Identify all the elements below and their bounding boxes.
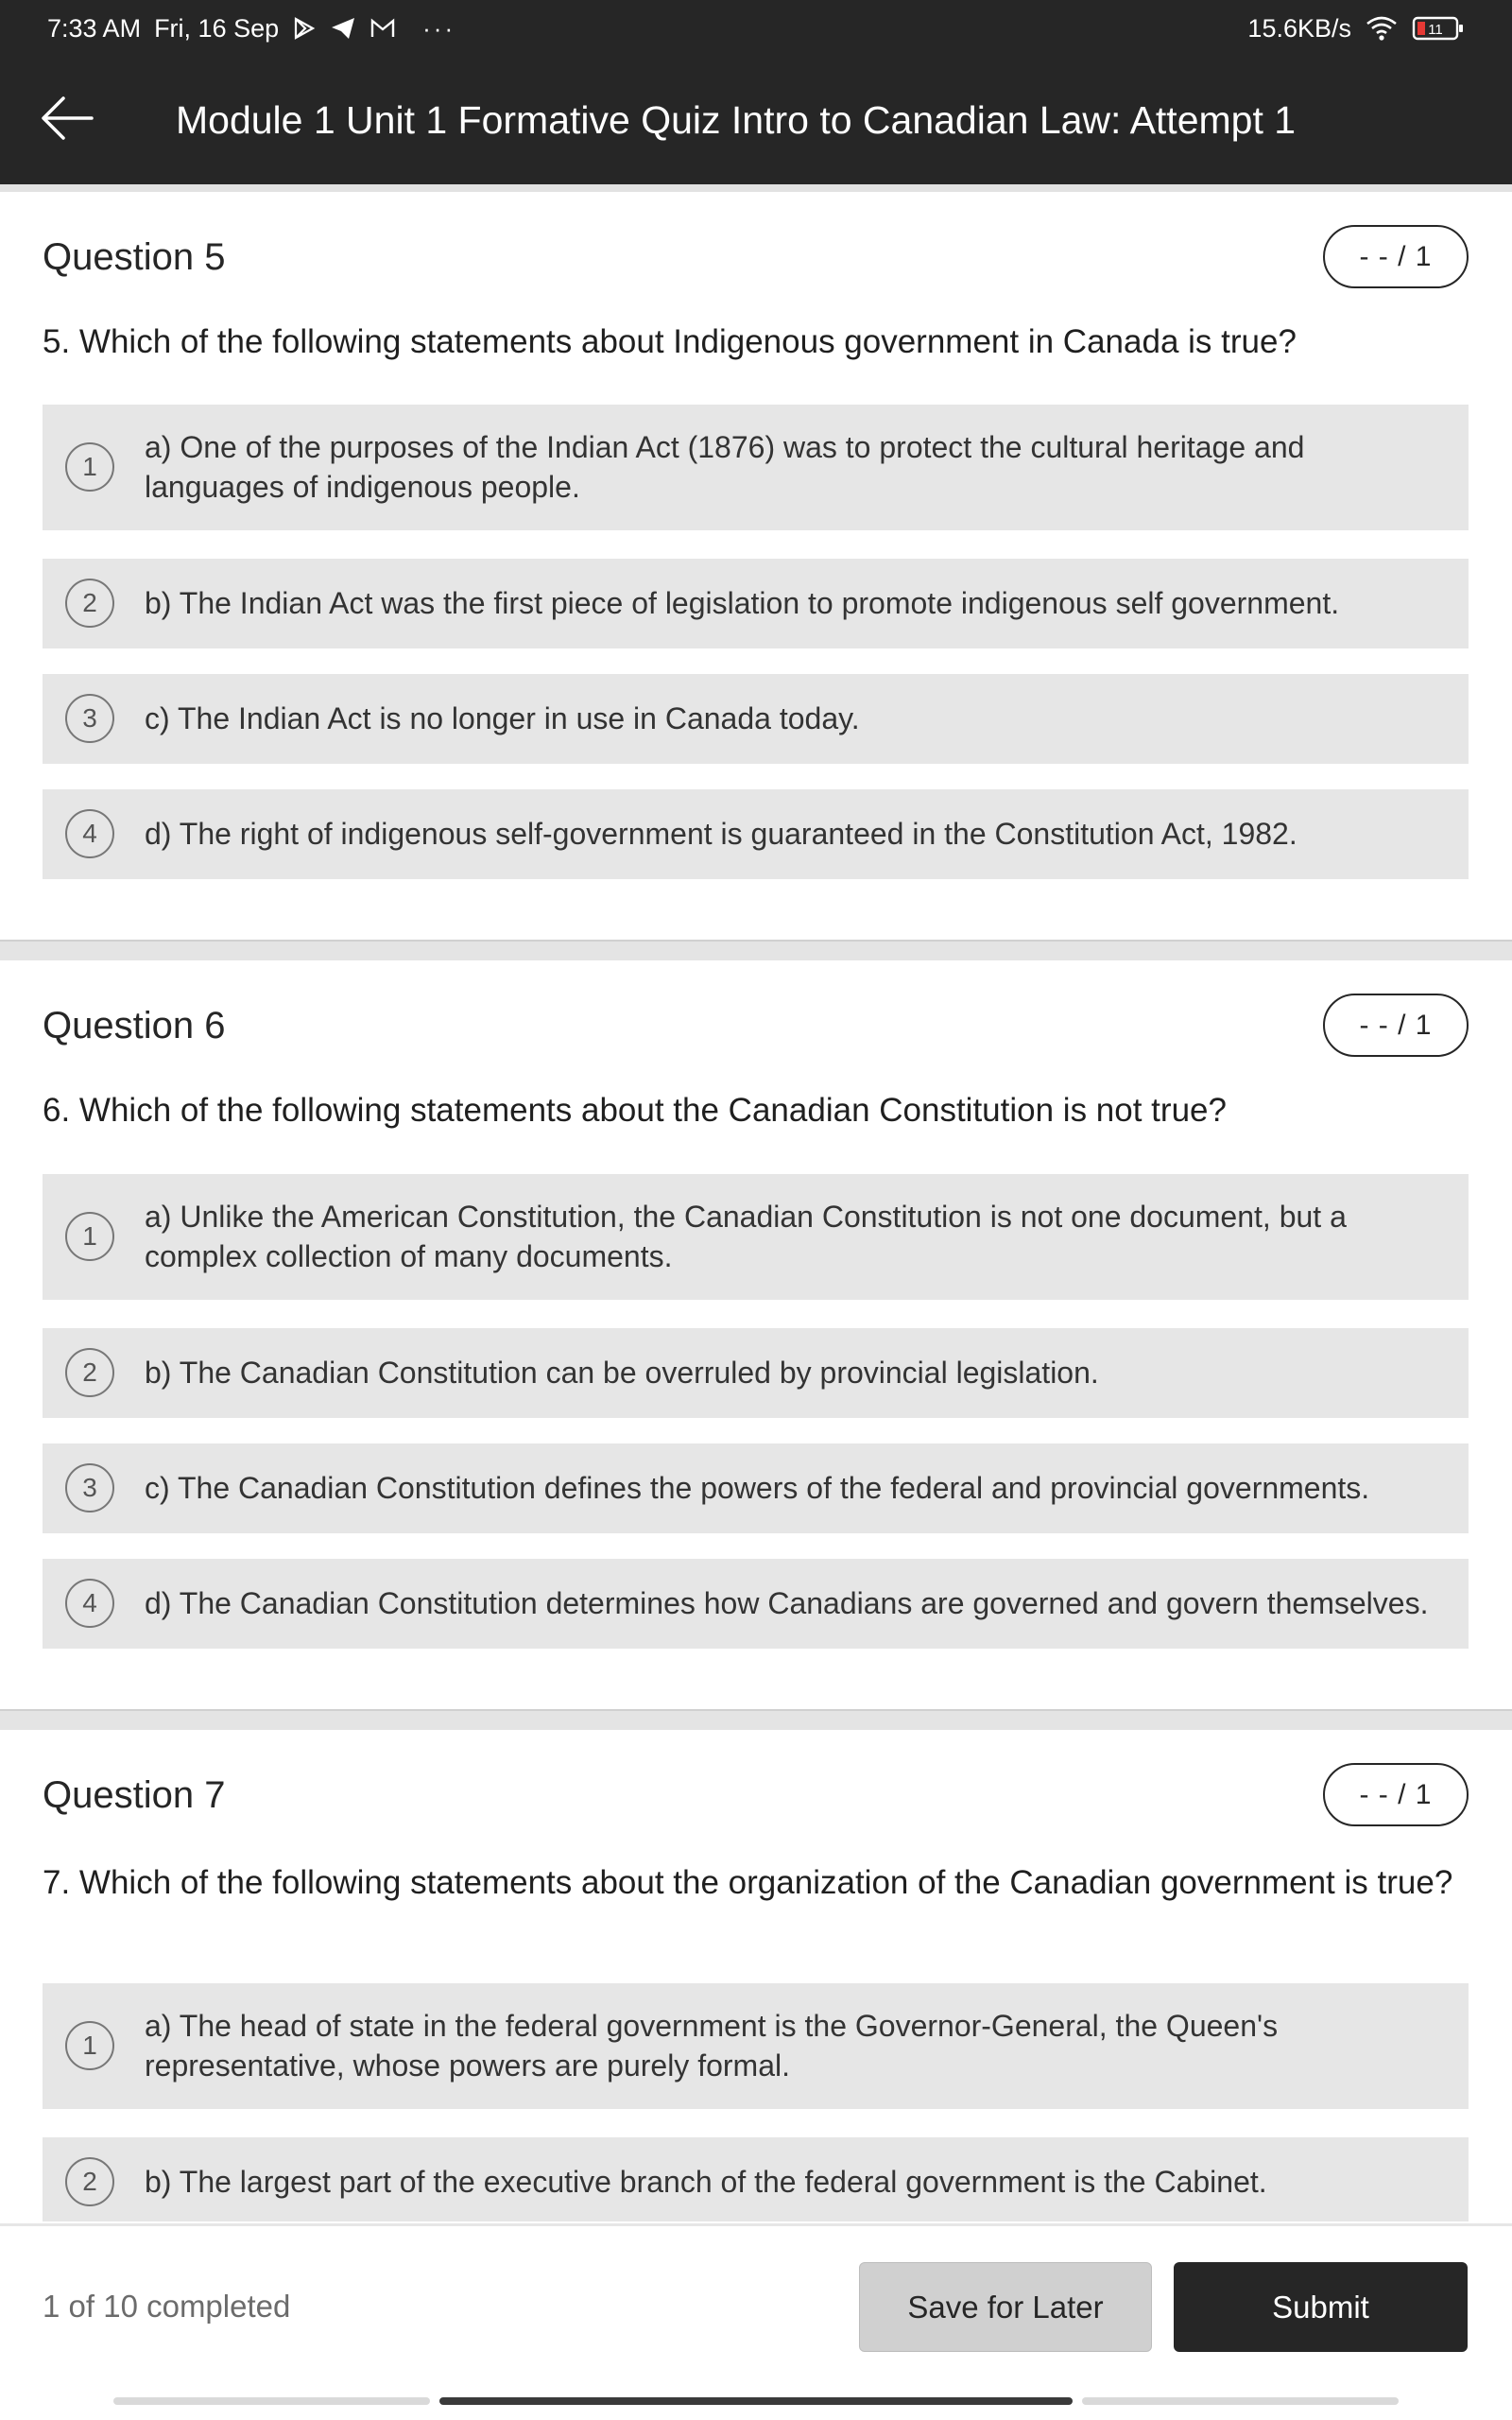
more-dots-icon: ··· bbox=[422, 13, 456, 43]
score-badge: - - / 1 bbox=[1323, 225, 1469, 288]
question-text: 6. Which of the following statements about the Canadian Constitution is not true? bbox=[43, 1092, 1227, 1129]
answer-option-1[interactable] bbox=[43, 405, 1469, 530]
section-divider bbox=[0, 1709, 1512, 1730]
quiz-footer bbox=[0, 2223, 1512, 2420]
question-title: Question 7 bbox=[43, 1774, 226, 1816]
app-header bbox=[0, 57, 1512, 184]
answer-option-2[interactable] bbox=[43, 2137, 1469, 2221]
option-number-badge: 2 bbox=[65, 2157, 114, 2206]
option-number-badge: 1 bbox=[65, 2021, 114, 2070]
option-number-badge: 4 bbox=[65, 809, 114, 858]
option-number-badge: 1 bbox=[65, 442, 114, 492]
status-bar-left bbox=[47, 14, 455, 43]
section-divider bbox=[0, 940, 1512, 960]
option-text: a) The head of state in the federal government is the Governor-General, the Queen's representative, whose powers are purely formal. bbox=[145, 2009, 1279, 2083]
answer-option-2[interactable] bbox=[43, 559, 1469, 648]
option-number-badge: 4 bbox=[65, 1579, 114, 1628]
option-number-badge: 3 bbox=[65, 1463, 114, 1512]
option-text: b) The largest part of the executive branch of the federal government is the Cabinet. bbox=[145, 2165, 1267, 2199]
nav-segment-left bbox=[113, 2397, 430, 2405]
option-text: d) The right of indigenous self-government is guaranteed in the Constitution Act, 1982. bbox=[145, 817, 1297, 851]
telegram-icon bbox=[330, 16, 356, 41]
option-text: c) The Canadian Constitution defines the powers of the federal and provincial governments. bbox=[145, 1471, 1370, 1505]
answer-option-1[interactable] bbox=[43, 1174, 1469, 1300]
answer-option-4[interactable] bbox=[43, 1559, 1469, 1649]
answer-option-3[interactable] bbox=[43, 1443, 1469, 1533]
option-text: b) The Indian Act was the first piece of legislation to promote indigenous self government. bbox=[145, 586, 1340, 620]
question-6 bbox=[0, 960, 1512, 1707]
option-text: c) The Indian Act is no longer in use in Canada today. bbox=[145, 701, 860, 735]
question-text: 5. Which of the following statements about Indigenous government in Canada is true? bbox=[43, 323, 1297, 360]
status-bar bbox=[0, 0, 1512, 57]
battery-icon bbox=[1412, 15, 1465, 42]
wifi-icon bbox=[1365, 15, 1399, 42]
question-text: 7. Which of the following statements about the organization of the Canadian government is true? bbox=[43, 1864, 1453, 1901]
score-badge: - - / 1 bbox=[1323, 1763, 1469, 1826]
answer-option-4[interactable] bbox=[43, 789, 1469, 879]
progress-text: 1 of 10 completed bbox=[43, 2289, 291, 2324]
gesture-navigation-bar[interactable] bbox=[113, 2397, 1399, 2407]
option-number-badge: 2 bbox=[65, 1348, 114, 1397]
status-time: 7:33 AM bbox=[47, 13, 142, 43]
option-text: a) One of the purposes of the Indian Act (1876) was to protect the cultural heritage and languages of indigenous people. bbox=[145, 430, 1305, 504]
back-arrow-icon bbox=[39, 95, 95, 147]
network-speed: 15.6KB/s bbox=[1247, 13, 1351, 43]
question-5 bbox=[0, 192, 1512, 939]
save-for-later-button[interactable]: Save for Later bbox=[859, 2262, 1152, 2352]
answer-option-1[interactable] bbox=[43, 1983, 1469, 2109]
nav-segment-right bbox=[1082, 2397, 1399, 2405]
status-date: Fri, 16 Sep bbox=[154, 13, 280, 43]
option-number-badge: 2 bbox=[65, 579, 114, 628]
answer-option-3[interactable] bbox=[43, 674, 1469, 764]
gmail-icon bbox=[369, 17, 396, 40]
option-number-badge: 1 bbox=[65, 1212, 114, 1261]
score-badge: - - / 1 bbox=[1323, 994, 1469, 1057]
answer-option-2[interactable] bbox=[43, 1328, 1469, 1418]
status-bar-right bbox=[1247, 14, 1465, 43]
header-divider bbox=[0, 184, 1512, 192]
option-text: d) The Canadian Constitution determines how Canadians are governed and govern themselves. bbox=[145, 1586, 1429, 1620]
back-button[interactable] bbox=[34, 90, 100, 150]
page-title: Module 1 Unit 1 Formative Quiz Intro to Canadian Law: Attempt 1 bbox=[176, 98, 1297, 142]
battery-level: 11 bbox=[1428, 22, 1443, 38]
question-7 bbox=[0, 1730, 1512, 2221]
nav-segment-center bbox=[439, 2397, 1073, 2405]
option-text: a) Unlike the American Constitution, the Canadian Constitution is not one document, but a complex collection of many documents. bbox=[145, 1200, 1347, 1273]
question-title: Question 6 bbox=[43, 1005, 226, 1046]
question-title: Question 5 bbox=[43, 236, 226, 278]
option-text: b) The Canadian Constitution can be overruled by provincial legislation. bbox=[145, 1356, 1099, 1390]
play-store-icon bbox=[292, 16, 317, 41]
submit-button[interactable]: Submit bbox=[1174, 2262, 1468, 2352]
option-number-badge: 3 bbox=[65, 694, 114, 743]
